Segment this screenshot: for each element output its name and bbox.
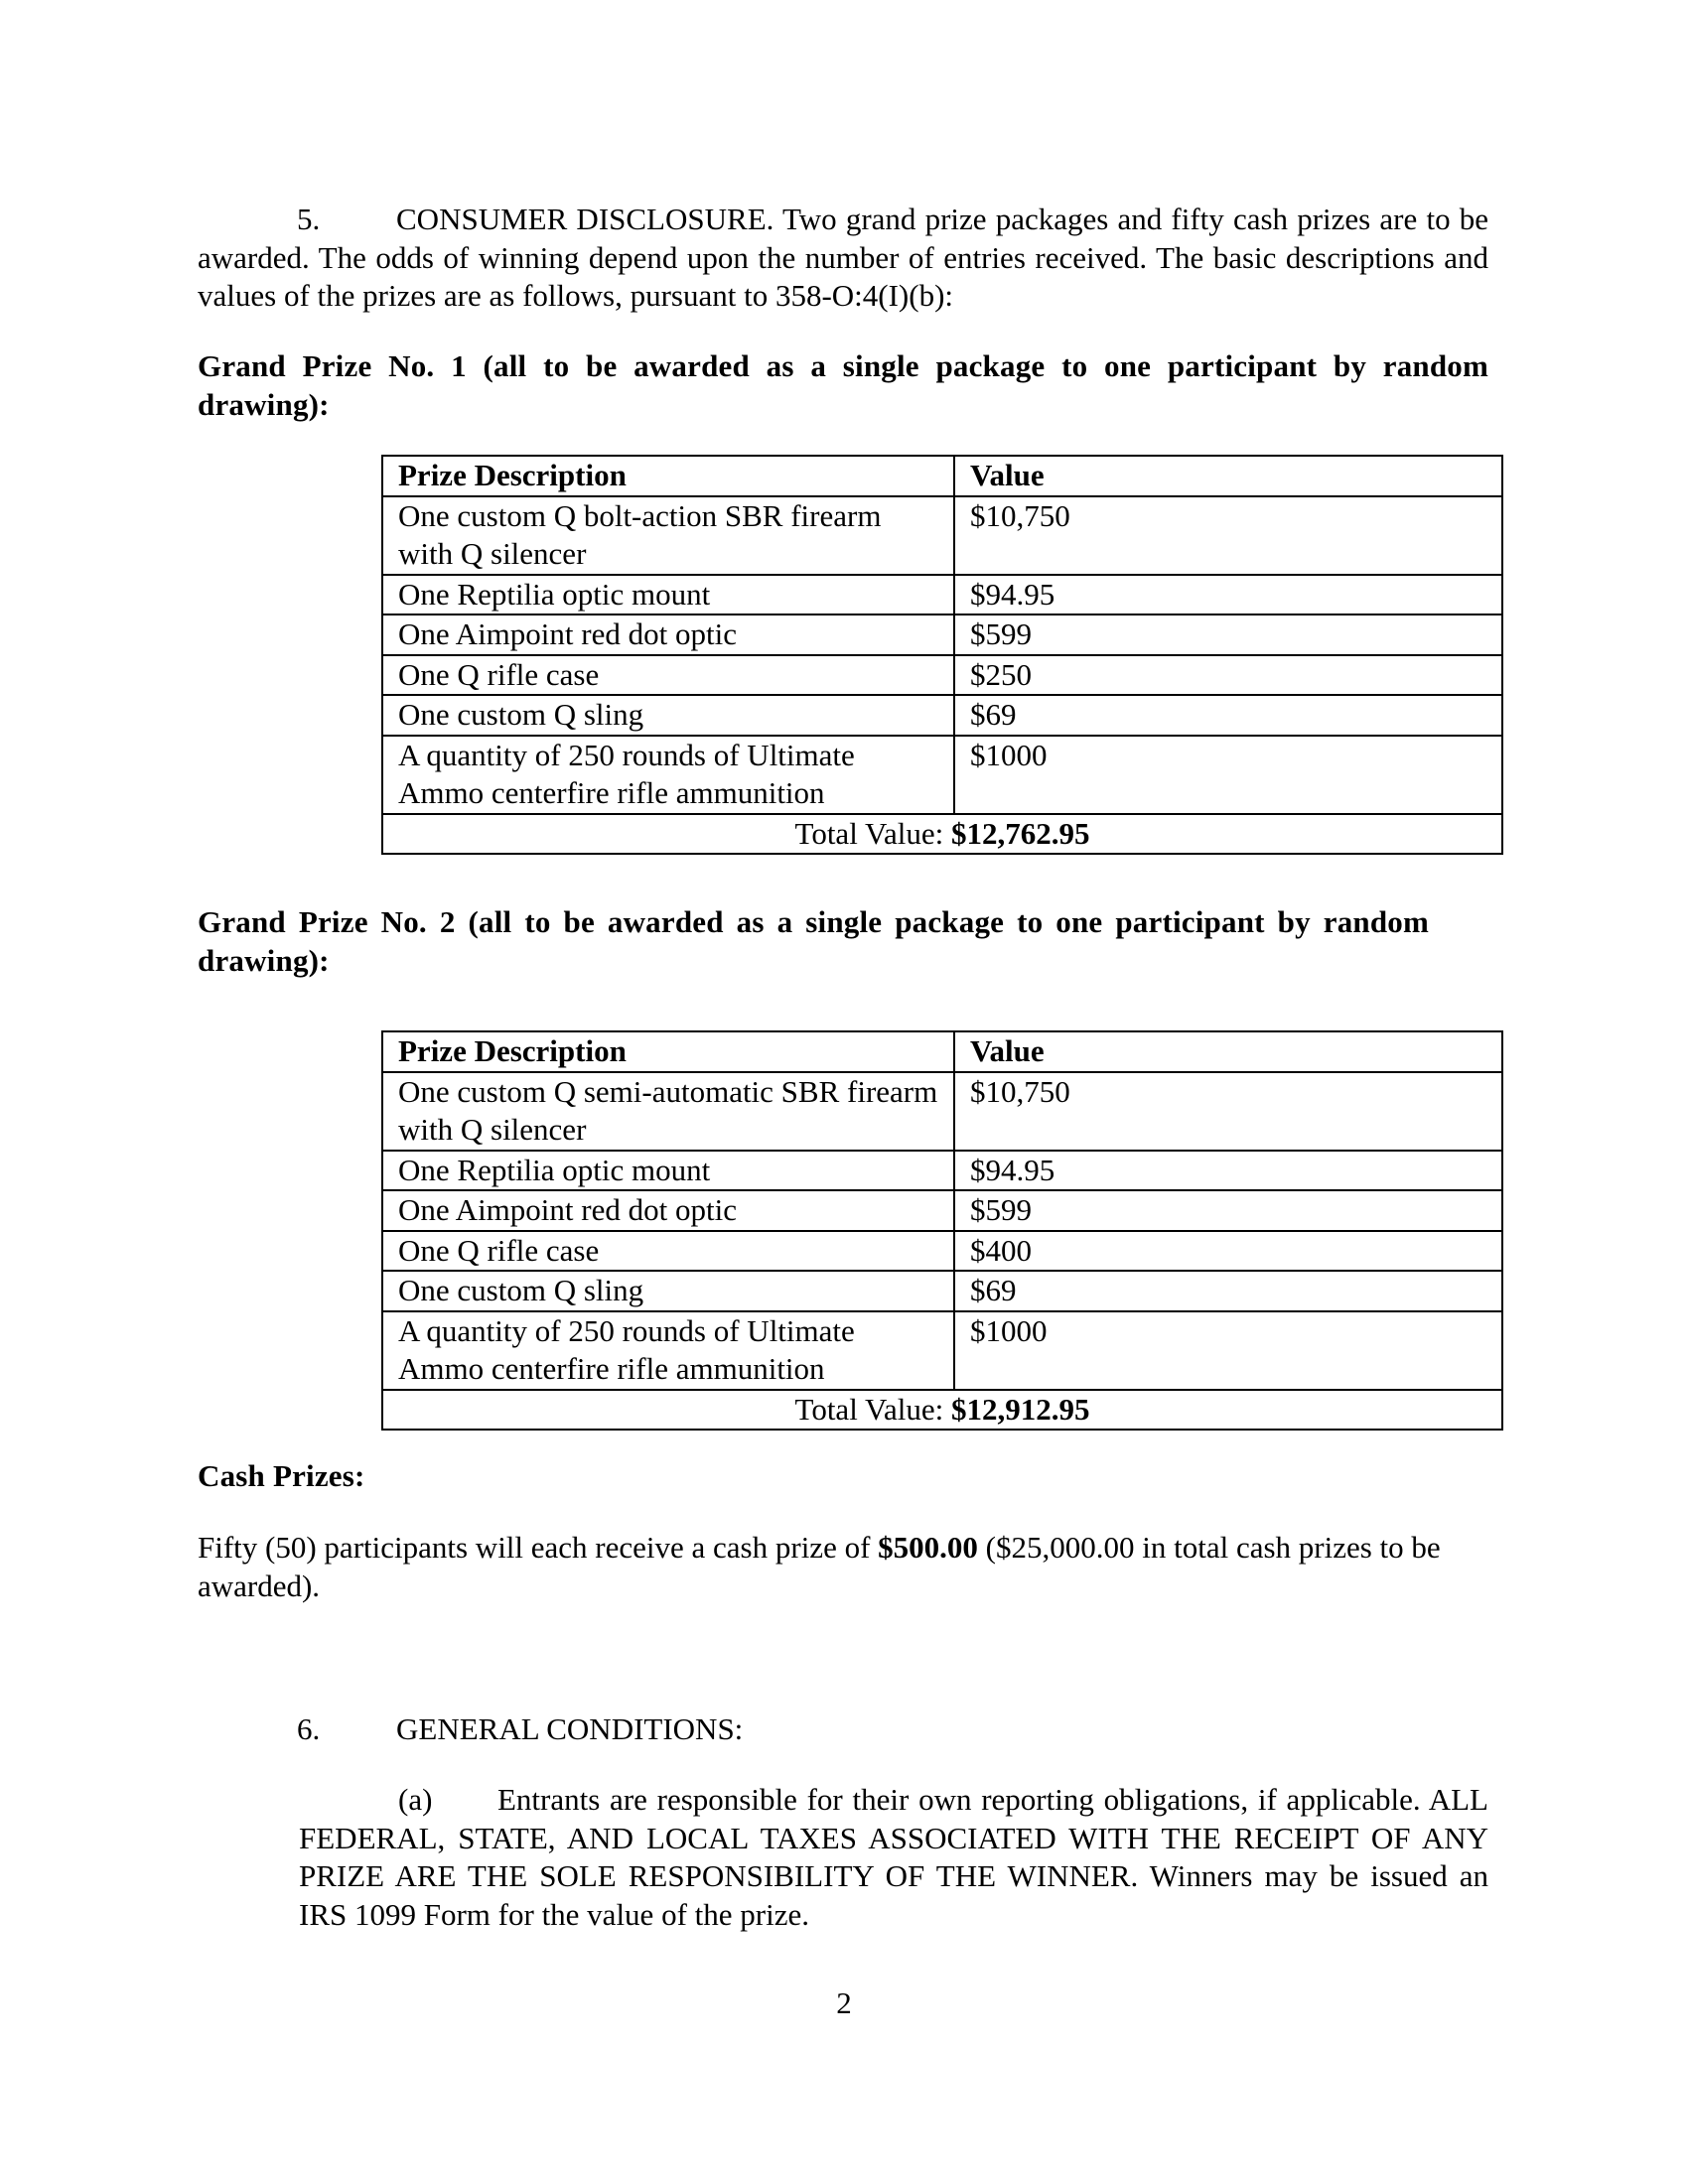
section-6a-paragraph bbox=[299, 1781, 1488, 1934]
prize-value: $69 bbox=[954, 695, 1502, 736]
prize-description: One custom Q bolt-action SBR firearm with Q silencer bbox=[382, 496, 954, 575]
prize-description: One Q rifle case bbox=[382, 655, 954, 696]
table-row bbox=[382, 1072, 1502, 1151]
prize-description: One custom Q sling bbox=[382, 1271, 954, 1311]
table-row bbox=[382, 1231, 1502, 1272]
total-row bbox=[382, 1390, 1502, 1431]
total-value: $12,912.95 bbox=[950, 1391, 1090, 1427]
total-label: Total Value: bbox=[794, 1391, 951, 1427]
cash-prizes-text-before: Fifty (50) participants will each receive a cash prize of bbox=[198, 1530, 879, 1565]
total-label: Total Value: bbox=[794, 815, 951, 851]
grand-prize-1-heading: Grand Prize No. 1 (all to be awarded as a single package to one participant by random drawing): bbox=[198, 348, 1488, 422]
table-row bbox=[382, 695, 1502, 736]
prize-value: $69 bbox=[954, 1271, 1502, 1311]
prize-description: One custom Q sling bbox=[382, 695, 954, 736]
grand-prize-2-table bbox=[381, 1030, 1503, 1431]
prize-value: $94.95 bbox=[954, 575, 1502, 615]
prize-description: One Aimpoint red dot optic bbox=[382, 1190, 954, 1231]
prize-description: One Aimpoint red dot optic bbox=[382, 614, 954, 655]
column-header-value: Value bbox=[954, 456, 1502, 496]
section-6-title: GENERAL CONDITIONS: bbox=[396, 1711, 744, 1746]
section-6a-rest: ALL FEDERAL, STATE, AND LOCAL TAXES ASSOCIATED WITH THE RECEIPT OF ANY PRIZE ARE THE SOLE RESPONSIBILITY OF THE WINNER. Winners may be issued an IRS 1099 Form for the value of the prize. bbox=[299, 1782, 1488, 1932]
prize-value: $1000 bbox=[954, 1311, 1502, 1390]
table-row bbox=[382, 575, 1502, 615]
total-row bbox=[382, 814, 1502, 855]
cash-prizes-paragraph bbox=[198, 1529, 1478, 1605]
prize-value: $599 bbox=[954, 614, 1502, 655]
total-cell bbox=[382, 1390, 1502, 1431]
section-6a-line1: Entrants are responsible for their own reporting obligations, if applicable. bbox=[497, 1782, 1421, 1817]
prize-description: One Reptilia optic mount bbox=[382, 575, 954, 615]
prize-value: $10,750 bbox=[954, 1072, 1502, 1151]
section-6a-label: (a) bbox=[398, 1782, 433, 1817]
section-5-line1: CONSUMER DISCLOSURE. Two grand prize packages and fifty cash prizes are bbox=[396, 202, 1418, 236]
table-row bbox=[382, 1271, 1502, 1311]
total-cell bbox=[382, 814, 1502, 855]
table-row bbox=[382, 1151, 1502, 1191]
column-header-description: Prize Description bbox=[382, 456, 954, 496]
prize-description: One Reptilia optic mount bbox=[382, 1151, 954, 1191]
prize-value: $400 bbox=[954, 1231, 1502, 1272]
table-row bbox=[382, 655, 1502, 696]
table-row bbox=[382, 1190, 1502, 1231]
total-value: $12,762.95 bbox=[950, 815, 1090, 851]
prize-description: One custom Q semi-automatic SBR firearm with Q silencer bbox=[382, 1072, 954, 1151]
section-5-rest: to be awarded. The odds of winning depend upon the number of entries received. The basic descriptions and values of the prizes are as follows, pursuant to 358-O:4(I)(b): bbox=[198, 202, 1489, 313]
table-header-row bbox=[382, 456, 1502, 496]
column-header-description: Prize Description bbox=[382, 1031, 954, 1072]
table-row bbox=[382, 1311, 1502, 1390]
cash-prizes-text-after: ($25,000.00 in total cash prizes to be awarded). bbox=[198, 1530, 1441, 1603]
table-row bbox=[382, 496, 1502, 575]
table-header-row bbox=[382, 1031, 1502, 1072]
prize-value: $94.95 bbox=[954, 1151, 1502, 1191]
prize-description: A quantity of 250 rounds of Ultimate Ammo centerfire rifle ammunition bbox=[382, 1311, 954, 1390]
prize-value: $1000 bbox=[954, 736, 1502, 814]
section-5-number: 5. bbox=[297, 202, 321, 236]
column-header-value: Value bbox=[954, 1031, 1502, 1072]
prize-description: One Q rifle case bbox=[382, 1231, 954, 1272]
page-number: 2 bbox=[836, 1985, 852, 2020]
section-6-number: 6. bbox=[297, 1711, 321, 1746]
table-row bbox=[382, 736, 1502, 814]
table-row bbox=[382, 614, 1502, 655]
cash-prizes-heading: Cash Prizes: bbox=[198, 1458, 365, 1493]
grand-prize-1-table bbox=[381, 455, 1503, 855]
prize-value: $10,750 bbox=[954, 496, 1502, 575]
section-5-paragraph bbox=[198, 201, 1488, 316]
cash-prize-amount: $500.00 bbox=[878, 1530, 978, 1565]
grand-prize-2-heading: Grand Prize No. 2 (all to be awarded as a single package to one participant by random drawing): bbox=[198, 904, 1429, 978]
prize-description: A quantity of 250 rounds of Ultimate Ammo centerfire rifle ammunition bbox=[382, 736, 954, 814]
prize-value: $250 bbox=[954, 655, 1502, 696]
section-6-title-line bbox=[198, 1710, 1488, 1749]
prize-value: $599 bbox=[954, 1190, 1502, 1231]
